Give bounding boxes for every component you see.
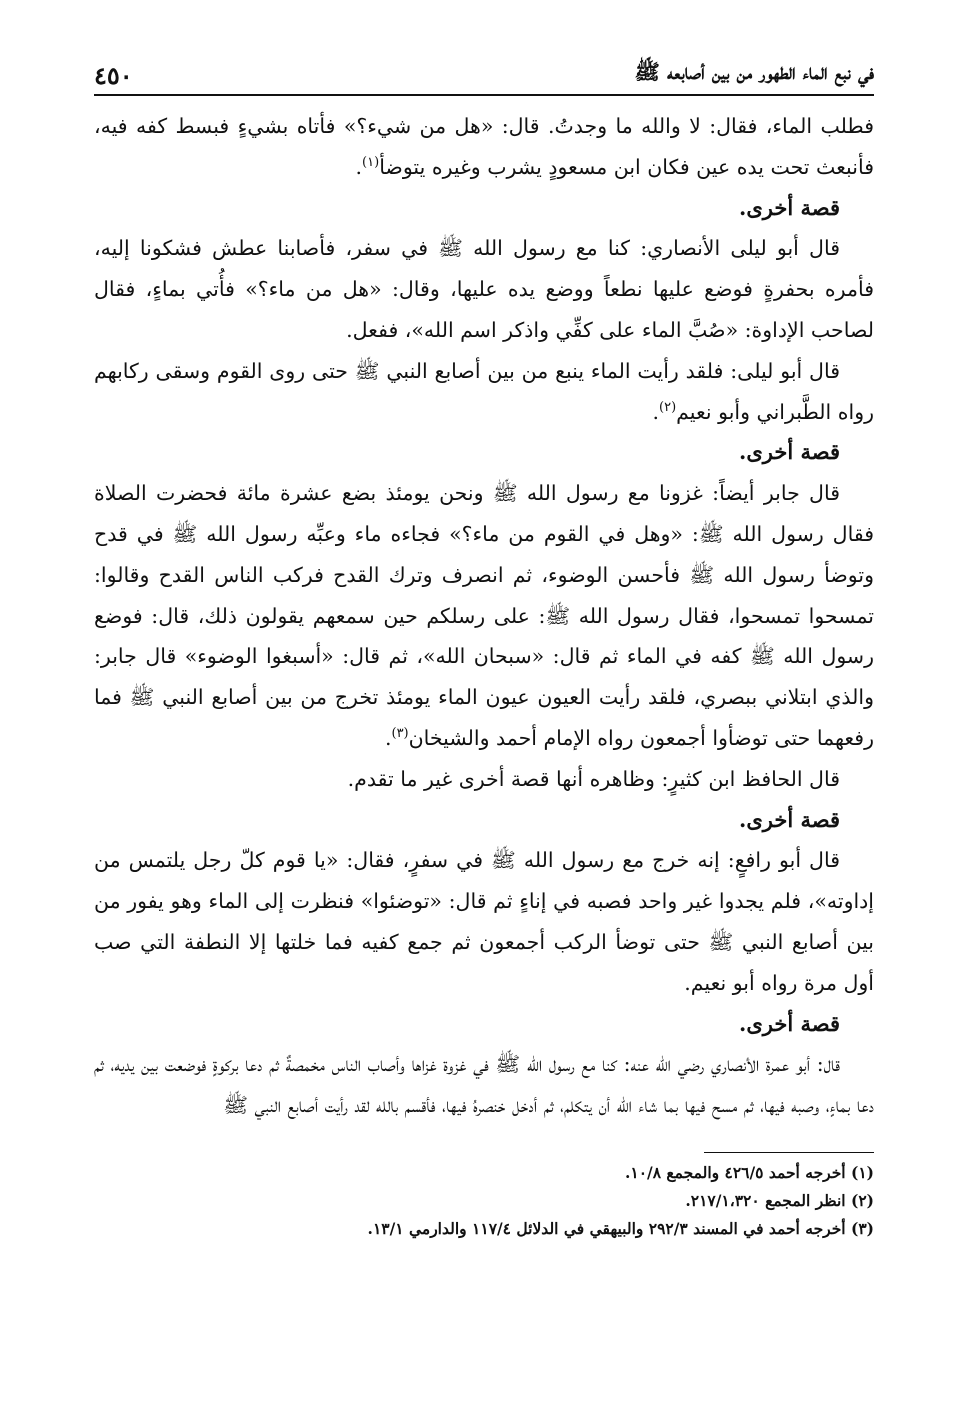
section-heading: قصة أخرى.: [739, 806, 840, 832]
paragraph: قال أبو ليلى: فلقد رأيت الماء ينبع من بين أصابع النبي ﷺ حتى روى القوم وسقى ركابهم رواه الطَّبراني وأبو نعيم$^{(٢)}$.: [94, 358, 874, 424]
section-heading: قصة أخرى.: [739, 194, 840, 220]
footnote-ref: (١): [362, 154, 380, 170]
footnote-ref: (٣): [391, 726, 409, 742]
page-header: [94, 50, 874, 96]
page-body: [94, 106, 874, 1126]
footnote-ref: (٢): [659, 399, 677, 415]
paragraph: قال أبو ليلى الأنصاري: كنا مع رسول الله ﷺ في سفر، فأصابنا عطش فشكونا إليه، فأمره بحفرةٍ فوضع عليها نطعاً ووضع يده عليها، وقال: «هل من ماء؟» فأُتي بماءٍ، فقال لصاحب الإداوة: «صُبَّ الماء على كفِّي واذكر اسم الله»، ففعل.: [94, 236, 874, 342]
section-heading: قصة أخرى.: [739, 1010, 840, 1036]
section-heading: قصة أخرى.: [739, 439, 840, 465]
footnote: (١) أخرجه أحمد ٤٢٦/٥ والمجمع ١٠/٨.: [624, 1162, 874, 1182]
footnotes: [94, 1159, 874, 1243]
paragraph: قال الحافظ ابن كثيرٍ: وظاهره أنها قصة أخرى غير ما تقدم.: [347, 766, 840, 791]
footnote-separator: [704, 1152, 874, 1153]
paragraph: قال: أبو عمرة الأنصاري رضي الله عنه: كنا مع رسول الله ﷺ في غزوة غزاها وأصاب الناس مخمصةٌ ثم دعا بركوةٍ فوضعت بين يديه، ثم دعا بماءٍ، وصبه فيها، ثم مسح فيها بما شاء الله أن يتكلم، ثم أدخل خنصرهُ فيها، فأقسم بالله لقد رأيت أصابع النبي ﷺ: [94, 1052, 874, 1118]
paragraph: قال جابر أيضاً: غزونا مع رسول الله ﷺ ونحن يومئذ بضع عشرة مائة فحضرت الصلاة فقال رسول الله ﷺ: «وهل في القوم من ماء؟» فجاءه ماء وعبِّه رسول الله ﷺ في قدح وتوضأ رسول الله ﷺ فأحسن الوضوء، ثم انصرف وترك القدح فركب الناس القدح وقالوا: تمسحوا تمسحوا، فقال رسول الله ﷺ: على رسلكم حين سمعهم يقولون ذلك، قال: فوضع رسول الله ﷺ كفه في الماء ثم قال: «سبحان الله»، ثم قال: «أسبغوا الوضوء» قال جابر: والذي ابتلاني ببصري، فلقد رأيت العيون عيون الماء يومئذ تخرج من بين أصابع النبي ﷺ فما رفعهما حتى توضأوا أجمعون رواه الإمام أحمد والشيخان$^{(٣)}$.: [94, 481, 874, 750]
footnote: (٢) انظر المجمع ٢١٧/١،٣٢٠.: [685, 1190, 874, 1210]
paragraph: قال أبو رافعٍ: إنه خرج مع رسول الله ﷺ في سفرٍ، فقال: «يا قوم كلّ رجل يلتمس من إداوته»، فلم يجدوا غير واحد فصبه في إناءٍ ثم قال: «توضئوا» فنظرت إلى الماء وهو يفور من بين أصابع النبي ﷺ حتى توضأ الركب أجمعون ثم جمع كفيه فما خلتها إلا النطفة التي صب أول مرة رواه أبو نعيم.: [94, 848, 874, 995]
page-number: ٤٥٠: [94, 61, 133, 90]
footnote: (٣) أخرجه أحمد في المسند ٢٩٢/٣ والبيهقي في الدلائل ١١٧/٤ والدارمي ١٣/١.: [367, 1218, 874, 1238]
paragraph-continuation: فطلب الماء، فقال: لا والله ما وجدتُ. قال: «هل من شيء؟» فأتاه بشيءٍ فبسط كفه فيه، فأنبعث تحت يده عين فكان ابن مسعودٍ يشرب وغيره يتوضأ$^{(١)}$.: [94, 114, 874, 179]
running-title: في نبع الماء الطهور من بين أصابعه ﷺ: [634, 59, 874, 84]
